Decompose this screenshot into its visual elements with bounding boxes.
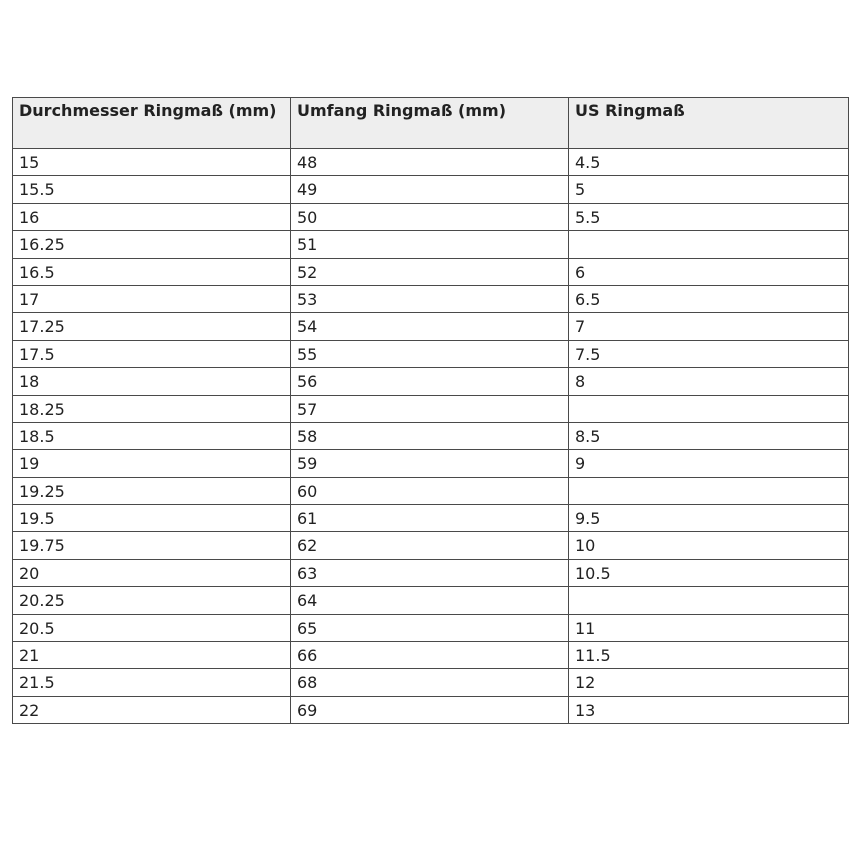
- cell-diameter: 18.25: [13, 395, 291, 422]
- table-row: [13, 395, 849, 422]
- table-row: [13, 450, 849, 477]
- table-row: [13, 258, 849, 285]
- cell-circumference: 58: [291, 422, 569, 449]
- table-row: [13, 669, 849, 696]
- cell-diameter: 18: [13, 368, 291, 395]
- cell-us-size: 7: [569, 313, 849, 340]
- table-row: [13, 313, 849, 340]
- table-body: [13, 149, 849, 724]
- cell-us-size: 10.5: [569, 559, 849, 586]
- table-header-row: [13, 98, 849, 149]
- table-row: [13, 505, 849, 532]
- table-row: [13, 203, 849, 230]
- cell-diameter: 15: [13, 149, 291, 176]
- cell-diameter: 19: [13, 450, 291, 477]
- cell-us-size: 8: [569, 368, 849, 395]
- header-us-size: US Ringmaß: [569, 98, 849, 149]
- cell-circumference: 65: [291, 614, 569, 641]
- cell-us-size: [569, 477, 849, 504]
- table-row: [13, 176, 849, 203]
- cell-circumference: 59: [291, 450, 569, 477]
- table-row: [13, 614, 849, 641]
- cell-diameter: 21: [13, 642, 291, 669]
- cell-diameter: 16.5: [13, 258, 291, 285]
- cell-us-size: 10: [569, 532, 849, 559]
- table-row: [13, 696, 849, 723]
- table-row: [13, 149, 849, 176]
- cell-us-size: 13: [569, 696, 849, 723]
- cell-us-size: [569, 395, 849, 422]
- cell-circumference: 56: [291, 368, 569, 395]
- cell-circumference: 54: [291, 313, 569, 340]
- table-row: [13, 231, 849, 258]
- cell-diameter: 15.5: [13, 176, 291, 203]
- cell-circumference: 55: [291, 340, 569, 367]
- cell-circumference: 68: [291, 669, 569, 696]
- cell-us-size: [569, 587, 849, 614]
- table-row: [13, 340, 849, 367]
- cell-diameter: 22: [13, 696, 291, 723]
- cell-circumference: 61: [291, 505, 569, 532]
- cell-diameter: 20.5: [13, 614, 291, 641]
- table-row: [13, 368, 849, 395]
- cell-circumference: 69: [291, 696, 569, 723]
- cell-circumference: 52: [291, 258, 569, 285]
- ring-size-table: [12, 97, 849, 724]
- cell-circumference: 60: [291, 477, 569, 504]
- cell-diameter: 18.5: [13, 422, 291, 449]
- cell-diameter: 19.75: [13, 532, 291, 559]
- cell-circumference: 49: [291, 176, 569, 203]
- cell-us-size: 11: [569, 614, 849, 641]
- table-row: [13, 477, 849, 504]
- cell-us-size: 6: [569, 258, 849, 285]
- cell-diameter: 17: [13, 285, 291, 312]
- cell-diameter: 19.5: [13, 505, 291, 532]
- table-row: [13, 642, 849, 669]
- cell-us-size: [569, 231, 849, 258]
- cell-circumference: 66: [291, 642, 569, 669]
- cell-us-size: 12: [569, 669, 849, 696]
- cell-circumference: 53: [291, 285, 569, 312]
- cell-circumference: 64: [291, 587, 569, 614]
- header-diameter: Durchmesser Ringmaß (mm): [13, 98, 291, 149]
- cell-us-size: 6.5: [569, 285, 849, 312]
- cell-us-size: 5: [569, 176, 849, 203]
- cell-circumference: 51: [291, 231, 569, 258]
- header-circumference: Umfang Ringmaß (mm): [291, 98, 569, 149]
- cell-diameter: 20: [13, 559, 291, 586]
- table-row: [13, 559, 849, 586]
- cell-circumference: 50: [291, 203, 569, 230]
- cell-us-size: 8.5: [569, 422, 849, 449]
- table-row: [13, 285, 849, 312]
- cell-diameter: 17.5: [13, 340, 291, 367]
- cell-diameter: 16: [13, 203, 291, 230]
- table-row: [13, 532, 849, 559]
- table-row: [13, 422, 849, 449]
- table-row: [13, 587, 849, 614]
- cell-circumference: 63: [291, 559, 569, 586]
- cell-us-size: 9.5: [569, 505, 849, 532]
- cell-us-size: 7.5: [569, 340, 849, 367]
- cell-us-size: 4.5: [569, 149, 849, 176]
- cell-circumference: 57: [291, 395, 569, 422]
- cell-diameter: 19.25: [13, 477, 291, 504]
- cell-us-size: 9: [569, 450, 849, 477]
- cell-diameter: 17.25: [13, 313, 291, 340]
- cell-us-size: 11.5: [569, 642, 849, 669]
- cell-circumference: 48: [291, 149, 569, 176]
- cell-diameter: 21.5: [13, 669, 291, 696]
- cell-diameter: 16.25: [13, 231, 291, 258]
- cell-us-size: 5.5: [569, 203, 849, 230]
- cell-circumference: 62: [291, 532, 569, 559]
- cell-diameter: 20.25: [13, 587, 291, 614]
